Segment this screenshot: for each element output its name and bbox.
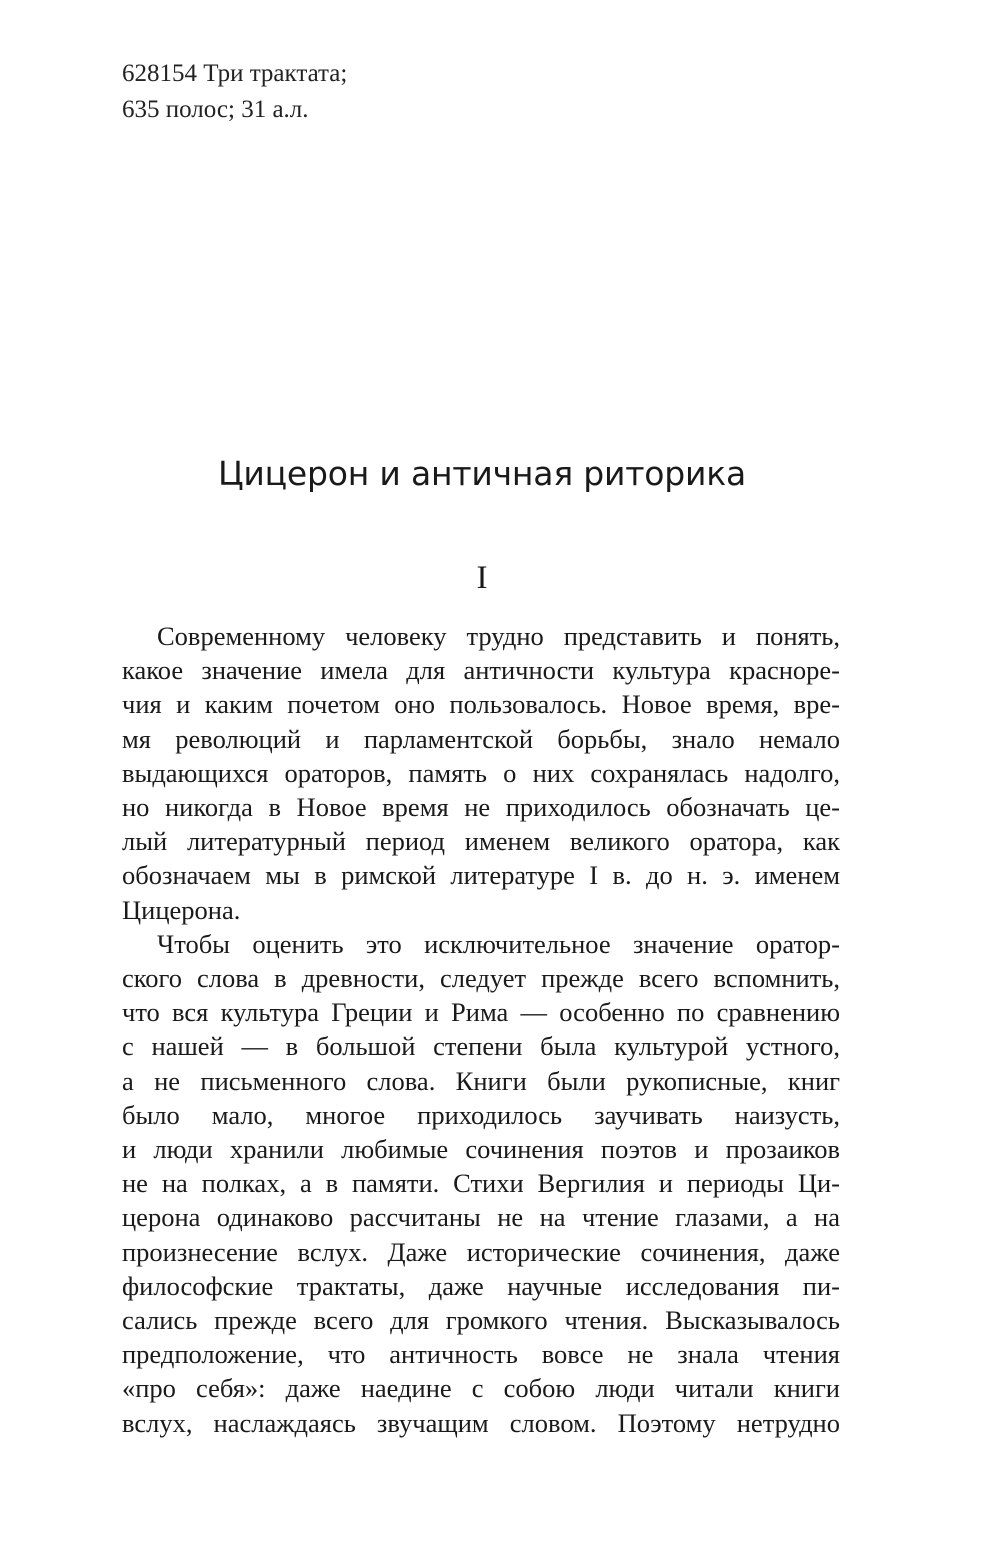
text-line: ского слова в древности, следует прежде всего вспомнить, [122, 963, 840, 994]
text-line: обозначаем мы в римской литературе I в. до н. э. именем [122, 860, 840, 891]
paragraph-2 [122, 927, 840, 1440]
print-metadata [122, 56, 347, 128]
text-line: «про себя»: даже наедине с собою люди читали книги [122, 1373, 840, 1404]
text-line: было мало, многое приходилось заучивать наизусть, [122, 1099, 840, 1130]
text-line: и люди хранили любимые сочинения поэтов и прозаиков [122, 1134, 840, 1165]
text-line: вслух, наслаждаясь звучащим словом. Поэтому нетрудно [122, 1407, 840, 1438]
text-line: церона одинаково рассчитаны не на чтение глазами, а на [122, 1202, 840, 1233]
section-number: I [476, 560, 488, 596]
text-line: но никогда в Новое время не приходилось обозначать це- [122, 792, 840, 823]
paragraph-1 [122, 619, 840, 927]
text-line: философские трактаты, даже научные исследования пи- [122, 1270, 840, 1301]
chapter-title: Цицерон и античная риторика [217, 454, 747, 493]
body-text [122, 619, 840, 1440]
text-line: Чтобы оценить это исключительное значение оратор- [157, 928, 840, 959]
text-line: какое значение имела для античности культура красноре- [122, 655, 840, 686]
text-line: что вся культура Греции и Рима — особенно по сравнению [122, 997, 840, 1028]
text-line: Цицерона. [122, 894, 241, 925]
text-line: мя революций и парламентской борьбы, знало немало [122, 723, 840, 754]
text-line: предположение, что античность вовсе не знала чтения [122, 1339, 840, 1370]
metadata-line-2: 635 полос; 31 а.л. [122, 96, 309, 123]
text-line: не на полках, а в памяти. Стихи Вергилия и периоды Ци- [122, 1168, 840, 1199]
text-line: лый литературный период именем великого оратора, как [122, 826, 840, 857]
metadata-line-1: 628154 Три трактата; [122, 60, 348, 87]
text-line: с нашей — в большой степени была культурой устного, [122, 1031, 840, 1062]
text-line: сались прежде всего для громкого чтения. Высказывалось [122, 1305, 840, 1336]
text-line: Современному человеку трудно представить и понять, [157, 621, 840, 651]
text-line: чия и каким почетом оно пользовалось. Новое время, вре- [122, 689, 840, 720]
text-line: выдающихся ораторов, память о них сохранялась надолго, [122, 757, 840, 788]
text-line: а не письменного слова. Книги были рукописные, книг [122, 1065, 840, 1096]
text-line: произнесение вслух. Даже исторические сочинения, даже [122, 1236, 840, 1267]
